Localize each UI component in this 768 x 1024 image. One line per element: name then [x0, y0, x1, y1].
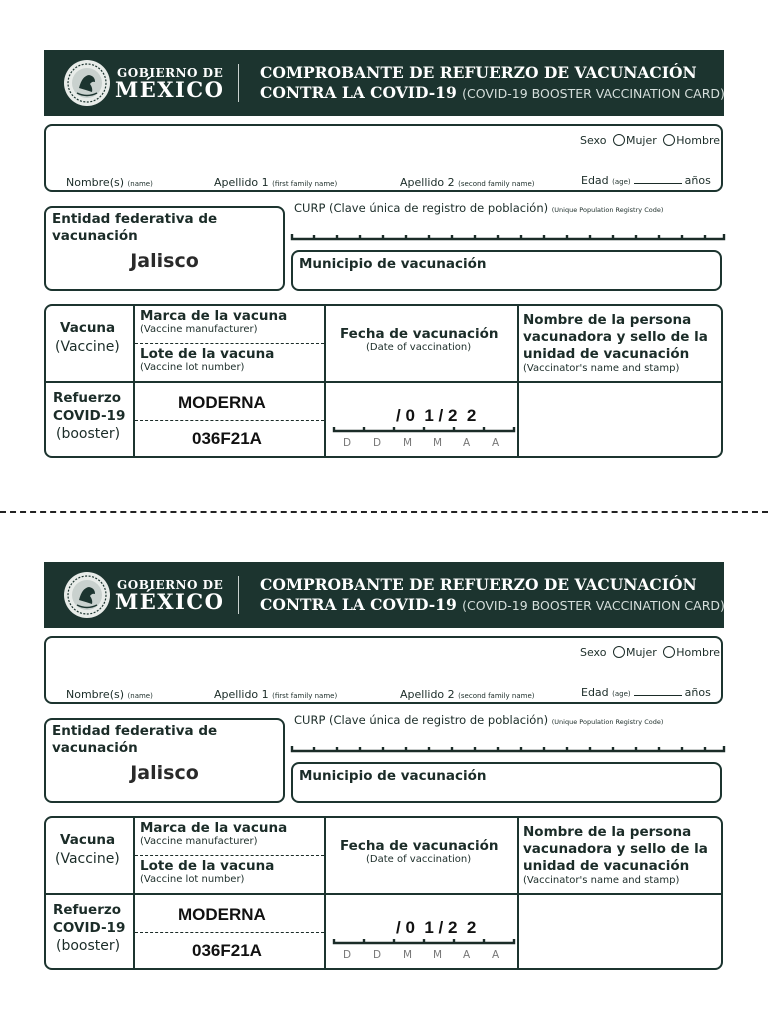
- date-letter: M: [403, 437, 413, 449]
- sexo-field: [580, 134, 720, 147]
- date-brackets: [332, 424, 516, 438]
- date-letter: A: [492, 949, 500, 961]
- gobierno-label: GOBIERNO DE: [117, 66, 224, 80]
- date-letter: D: [343, 949, 352, 961]
- apellido1-label: Apellido 1: [214, 688, 269, 701]
- vacunador-line1: Nombre de la persona: [523, 312, 692, 328]
- hombre-label: Hombre: [676, 646, 721, 659]
- fecha-value: / 0 1 / 2 2: [396, 918, 477, 937]
- table-divider: [46, 381, 721, 383]
- apellido1-label-en: (first family name): [272, 180, 338, 188]
- curp-input-brackets[interactable]: [290, 228, 726, 242]
- nombre-label-en: (name): [127, 180, 153, 188]
- nombre-field: [66, 688, 153, 701]
- curp-label: CURP (Clave única de registro de población): [294, 201, 549, 215]
- card-title-en: (COVID-19 BOOSTER VACCINATION CARD): [462, 86, 725, 101]
- vacunador-line2: vacunadora y sello de la: [523, 329, 708, 345]
- date-letter: M: [433, 437, 443, 449]
- curp-input-brackets[interactable]: [290, 740, 726, 754]
- personal-data-box: [44, 636, 723, 704]
- vacuna-label: Vacuna: [60, 832, 116, 848]
- date-letter: A: [492, 437, 500, 449]
- vacuna-label: Vacuna: [60, 320, 116, 336]
- covid-label: COVID-19: [53, 920, 126, 936]
- lote-value: 036F21A: [192, 941, 262, 960]
- apellido2-label-en: (second family name): [458, 692, 535, 700]
- mujer-radio[interactable]: [613, 134, 625, 146]
- mexico-seal-icon: [62, 570, 112, 620]
- municipio-label: Municipio de vacunación: [299, 768, 487, 784]
- date-letter: M: [403, 949, 413, 961]
- card-title-es: CONTRA LA COVID-19: [260, 595, 457, 614]
- card-title-es: CONTRA LA COVID-19: [260, 83, 457, 102]
- refuerzo-label: Refuerzo: [53, 902, 121, 918]
- apellido2-label: Apellido 2: [400, 688, 455, 701]
- marca-label: Marca de la vacuna: [140, 820, 288, 836]
- gobierno-label: GOBIERNO DE: [117, 578, 224, 592]
- edad-field: [581, 686, 711, 699]
- vaccination-card: [0, 48, 768, 468]
- fecha-label-en: (Date of vaccination): [366, 342, 472, 353]
- vacuna-label-en: (Vaccine): [55, 339, 120, 355]
- sexo-field: [580, 646, 720, 659]
- hombre-radio[interactable]: [663, 134, 675, 146]
- personal-data-box: [44, 124, 723, 192]
- vacunador-line2: vacunadora y sello de la: [523, 841, 708, 857]
- hombre-label: Hombre: [676, 134, 721, 147]
- cut-line: [0, 511, 768, 513]
- table-divider: [135, 932, 324, 933]
- lote-label: Lote de la vacuna: [140, 858, 275, 874]
- entidad-box: [44, 206, 285, 291]
- apellido2-field: [400, 176, 535, 189]
- sexo-label: Sexo: [580, 646, 607, 659]
- card-header: [44, 50, 724, 116]
- lote-label-en: (Vaccine lot number): [140, 362, 245, 373]
- date-letter: D: [373, 437, 382, 449]
- card-title-en: (COVID-19 BOOSTER VACCINATION CARD): [462, 598, 725, 613]
- nombre-label-en: (name): [127, 692, 153, 700]
- fecha-label: Fecha de vacunación: [340, 838, 499, 854]
- lote-label: Lote de la vacuna: [140, 346, 275, 362]
- booster-label: (booster): [56, 938, 121, 954]
- refuerzo-label: Refuerzo: [53, 390, 121, 406]
- mexico-label: MÉXICO: [115, 589, 225, 614]
- vaccine-table: [44, 816, 723, 970]
- anos-label: años: [684, 174, 711, 187]
- date-brackets: [332, 936, 516, 950]
- municipio-box[interactable]: [291, 250, 722, 291]
- municipio-box[interactable]: [291, 762, 722, 803]
- edad-blank[interactable]: [634, 183, 682, 184]
- card-header: [44, 562, 724, 628]
- edad-label: Edad: [581, 686, 609, 699]
- apellido1-label-en: (first family name): [272, 692, 338, 700]
- curp-label-en: (Unique Population Registry Code): [551, 718, 664, 726]
- date-letter: M: [433, 949, 443, 961]
- apellido1-field: [214, 688, 337, 701]
- date-letter: A: [463, 437, 471, 449]
- card-title-line1: COMPROBANTE DE REFUERZO DE VACUNACIÓN: [260, 63, 697, 82]
- lote-label-en: (Vaccine lot number): [140, 874, 245, 885]
- nombre-label: Nombre(s): [66, 688, 125, 701]
- vacunador-label-en: (Vaccinator's name and stamp): [523, 875, 680, 886]
- date-letter: D: [373, 949, 382, 961]
- vaccination-card: [0, 560, 768, 980]
- table-divider: [135, 343, 324, 344]
- marca-label-en: (Vaccine manufacturer): [140, 324, 258, 335]
- fecha-label: Fecha de vacunación: [340, 326, 499, 342]
- curp-label-en: (Unique Population Registry Code): [551, 206, 664, 214]
- edad-label-en: (age): [612, 690, 631, 698]
- marca-value: MODERNA: [178, 393, 266, 412]
- apellido2-label-en: (second family name): [458, 180, 535, 188]
- edad-label: Edad: [581, 174, 609, 187]
- date-letter: D: [343, 437, 352, 449]
- entidad-value: Jalisco: [130, 762, 199, 784]
- vacuna-label-en: (Vaccine): [55, 851, 120, 867]
- entidad-label: Entidad federativa de vacunación: [52, 211, 218, 244]
- entidad-label: Entidad federativa de vacunación: [52, 723, 218, 756]
- nombre-field: [66, 176, 153, 189]
- apellido2-label: Apellido 2: [400, 176, 455, 189]
- card-title-line2: [260, 595, 725, 614]
- mujer-label: Mujer: [625, 134, 657, 147]
- date-letter: A: [463, 949, 471, 961]
- entidad-value: Jalisco: [130, 250, 199, 272]
- nombre-label: Nombre(s): [66, 176, 125, 189]
- table-divider: [135, 420, 324, 421]
- hombre-radio[interactable]: [663, 646, 675, 658]
- mujer-label: Mujer: [625, 646, 657, 659]
- header-divider: [238, 64, 239, 102]
- edad-blank[interactable]: [634, 695, 682, 696]
- mujer-radio[interactable]: [613, 646, 625, 658]
- vacunador-line3: unidad de vacunación: [523, 346, 690, 362]
- entidad-box: [44, 718, 285, 803]
- marca-label-en: (Vaccine manufacturer): [140, 836, 258, 847]
- mexico-seal-icon: [62, 58, 112, 108]
- curp-field: [294, 201, 663, 215]
- fecha-label-en: (Date of vaccination): [366, 854, 472, 865]
- marca-value: MODERNA: [178, 905, 266, 924]
- table-divider: [46, 893, 721, 895]
- apellido2-field: [400, 688, 535, 701]
- card-title-line2: [260, 83, 725, 102]
- booster-label: (booster): [56, 426, 121, 442]
- edad-label-en: (age): [612, 178, 631, 186]
- apellido1-label: Apellido 1: [214, 176, 269, 189]
- marca-label: Marca de la vacuna: [140, 308, 288, 324]
- vaccine-table: [44, 304, 723, 458]
- curp-field: [294, 713, 663, 727]
- vacunador-line1: Nombre de la persona: [523, 824, 692, 840]
- fecha-value: / 0 1 / 2 2: [396, 406, 477, 425]
- card-title-line1: COMPROBANTE DE REFUERZO DE VACUNACIÓN: [260, 575, 697, 594]
- header-divider: [238, 576, 239, 614]
- apellido1-field: [214, 176, 337, 189]
- vacunador-label-en: (Vaccinator's name and stamp): [523, 363, 680, 374]
- covid-label: COVID-19: [53, 408, 126, 424]
- municipio-label: Municipio de vacunación: [299, 256, 487, 272]
- curp-label: CURP (Clave única de registro de población): [294, 713, 549, 727]
- edad-field: [581, 174, 711, 187]
- table-divider: [135, 855, 324, 856]
- vacunador-line3: unidad de vacunación: [523, 858, 690, 874]
- lote-value: 036F21A: [192, 429, 262, 448]
- mexico-label: MÉXICO: [115, 77, 225, 102]
- sexo-label: Sexo: [580, 134, 607, 147]
- anos-label: años: [684, 686, 711, 699]
